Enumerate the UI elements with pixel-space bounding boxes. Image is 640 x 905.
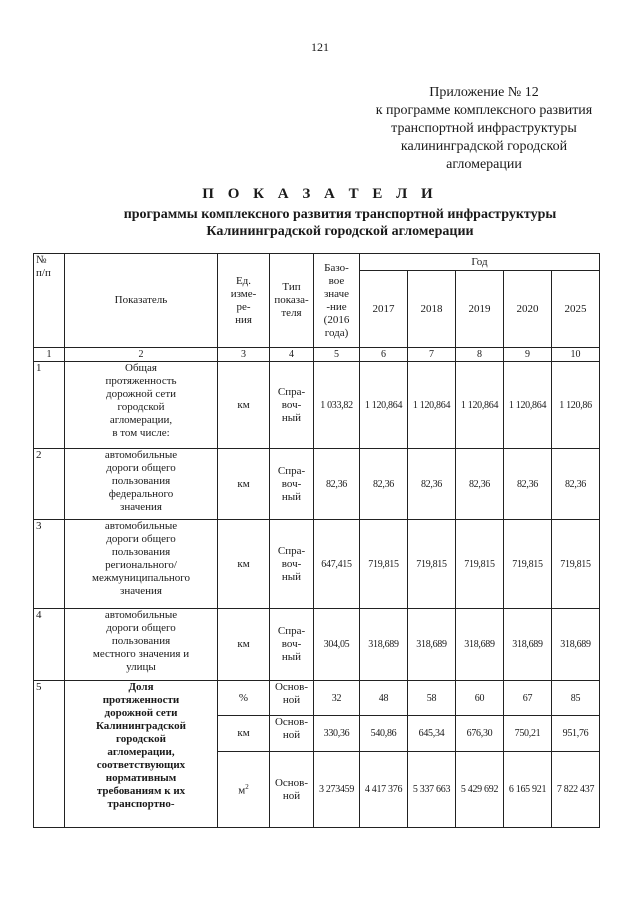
column-number: 5 (314, 348, 360, 362)
subtitle-line: программы комплексного развития транспортной инфраструктуры (123, 207, 557, 222)
row-value-2018: 5 337 663 (408, 752, 456, 828)
header-year-2020: 2020 (504, 271, 552, 348)
row-unit: % (218, 681, 270, 716)
row-value-2025: 7 822 437 (552, 752, 600, 828)
row-value-2025: 82,36 (552, 449, 600, 520)
header-row (34, 254, 600, 271)
row-name: автомобильные дороги общего пользования регионального/ межмуниципального значения (65, 520, 218, 609)
header-unit: Ед. изме- ре- ния (218, 254, 270, 348)
row-value-2018: 645,34 (408, 716, 456, 752)
row-value-2025: 318,689 (552, 609, 600, 681)
row-type: Основ- ной (270, 752, 314, 828)
row-num: 4 (34, 609, 65, 681)
column-number: 10 (552, 348, 600, 362)
column-number: 8 (456, 348, 504, 362)
table-row (34, 681, 600, 716)
row-unit: км (218, 520, 270, 609)
row-unit: км (218, 362, 270, 449)
appendix-block (355, 84, 613, 174)
appendix-line: к программе комплексного развития (375, 103, 593, 118)
appendix-line: транспортной инфраструктуры (391, 121, 577, 136)
row-value-2020: 318,689 (504, 609, 552, 681)
row-value-2019: 1 120,864 (456, 362, 504, 449)
row-value-2020: 750,21 (504, 716, 552, 752)
row-value-2025: 951,76 (552, 716, 600, 752)
row-value-2020: 6 165 921 (504, 752, 552, 828)
row-base-value: 304,05 (314, 609, 360, 681)
row-value-2019: 5 429 692 (456, 752, 504, 828)
row-type: Основ- ной (270, 716, 314, 752)
appendix-line: калининградской городской (400, 139, 568, 154)
header-year: Год (360, 254, 600, 271)
row-type: Спра- воч- ный (270, 362, 314, 449)
row-name: Общая протяженность дорожной сети городской агломерации, в том числе: (65, 362, 218, 449)
header-num: № п/п (34, 254, 65, 348)
header-year-2018: 2018 (408, 271, 456, 348)
row-base-value: 3 273459 (314, 752, 360, 828)
row-value-2018: 58 (408, 681, 456, 716)
header-indicator: Показатель (65, 254, 218, 348)
table-row (34, 609, 600, 681)
row-value-2019: 60 (456, 681, 504, 716)
row-num: 2 (34, 449, 65, 520)
column-number: 2 (65, 348, 218, 362)
column-number: 4 (270, 348, 314, 362)
column-number: 9 (504, 348, 552, 362)
row-value-2017: 719,815 (360, 520, 408, 609)
row-unit: км (218, 609, 270, 681)
row-name: Доля протяженности дорожной сети Калининградской городской агломерации, соответствующих нормативным требованиям к их транспортно- (65, 681, 218, 828)
column-number: 3 (218, 348, 270, 362)
row-value-2017: 1 120,864 (360, 362, 408, 449)
column-numbers-row (34, 348, 600, 362)
row-unit: км (218, 716, 270, 752)
table-row (34, 520, 600, 609)
row-name: автомобильные дороги общего пользования федерального значения (65, 449, 218, 520)
header-type: Тип показа- теля (270, 254, 314, 348)
table-row (34, 449, 600, 520)
row-value-2019: 719,815 (456, 520, 504, 609)
document-subtitle (40, 206, 640, 240)
row-value-2020: 82,36 (504, 449, 552, 520)
document-title: П О К А З А Т Е Л И (202, 186, 438, 202)
header-base: Базо- вое значе -ние (2016 года) (314, 254, 360, 348)
row-value-2017: 82,36 (360, 449, 408, 520)
column-number: 7 (408, 348, 456, 362)
row-type: Спра- воч- ный (270, 520, 314, 609)
row-base-value: 1 033,82 (314, 362, 360, 449)
row-value-2019: 82,36 (456, 449, 504, 520)
row-value-2017: 4 417 376 (360, 752, 408, 828)
row-value-2017: 540,86 (360, 716, 408, 752)
page-number: 121 (311, 40, 329, 54)
row-value-2017: 48 (360, 681, 408, 716)
appendix-line: агломерации (446, 157, 522, 172)
row-value-2025: 719,815 (552, 520, 600, 609)
row-value-2018: 82,36 (408, 449, 456, 520)
row-value-2019: 676,30 (456, 716, 504, 752)
row-name: автомобильные дороги общего пользования местного значения и улицы (65, 609, 218, 681)
row-unit: км (218, 449, 270, 520)
appendix-line: Приложение № 12 (429, 85, 539, 100)
row-value-2017: 318,689 (360, 609, 408, 681)
row-base-value: 647,415 (314, 520, 360, 609)
row-base-value: 330,36 (314, 716, 360, 752)
header-year-2025: 2025 (552, 271, 600, 348)
row-value-2025: 1 120,86 (552, 362, 600, 449)
row-value-2018: 1 120,864 (408, 362, 456, 449)
header-year-2017: 2017 (360, 271, 408, 348)
row-value-2020: 1 120,864 (504, 362, 552, 449)
row-value-2018: 719,815 (408, 520, 456, 609)
row-unit: $м^2$ (218, 752, 270, 828)
row-num: 5 (34, 681, 65, 828)
column-number: 6 (360, 348, 408, 362)
row-value-2020: 67 (504, 681, 552, 716)
row-value-2019: 318,689 (456, 609, 504, 681)
table-row (34, 362, 600, 449)
subtitle-line: Калининградской городской агломерации (206, 224, 474, 239)
row-type: Основ- ной (270, 681, 314, 716)
column-number: 1 (34, 348, 65, 362)
row-num: 1 (34, 362, 65, 449)
row-base-value: 32 (314, 681, 360, 716)
header-year-2019: 2019 (456, 271, 504, 348)
indicators-table (33, 253, 600, 828)
row-value-2020: 719,815 (504, 520, 552, 609)
row-base-value: 82,36 (314, 449, 360, 520)
row-type: Спра- воч- ный (270, 609, 314, 681)
row-type: Спра- воч- ный (270, 449, 314, 520)
row-value-2025: 85 (552, 681, 600, 716)
row-num: 3 (34, 520, 65, 609)
row-value-2018: 318,689 (408, 609, 456, 681)
